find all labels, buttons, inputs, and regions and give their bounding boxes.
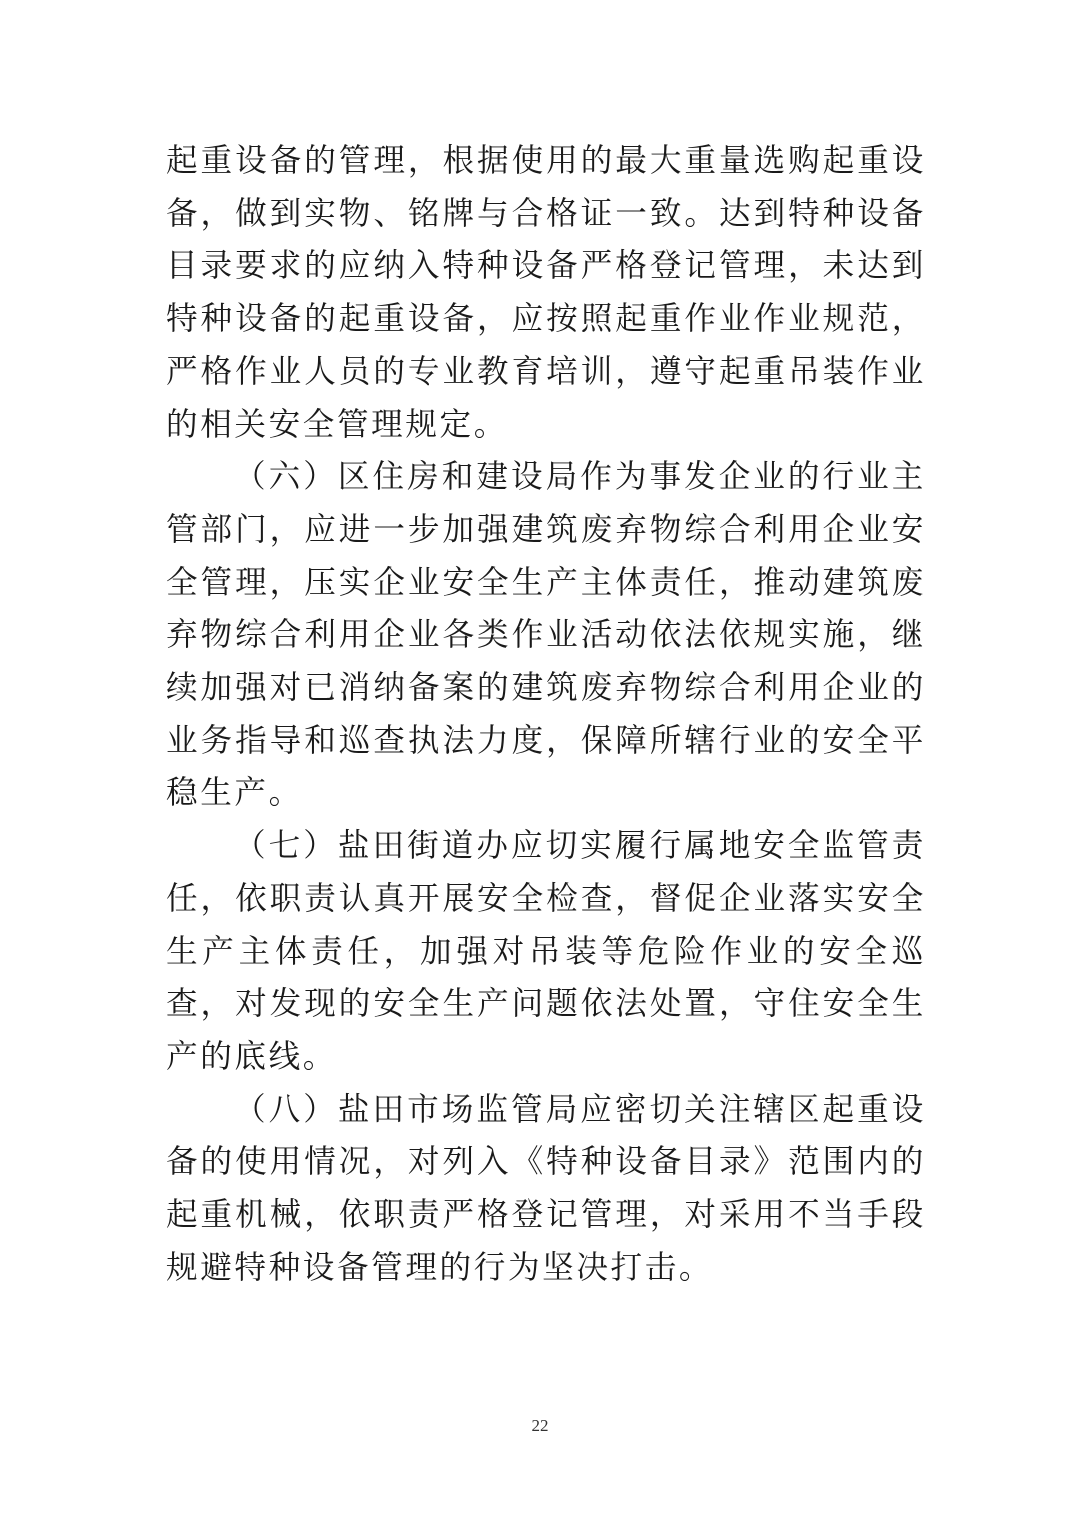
paragraph-continued: 起重设备的管理，根据使用的最大重量选购起重设备，做到实物、铭牌与合格证一致。达到特种设备目录要求的应纳入特种设备严格登记管理，未达到特种设备的起重设备，应按照起重作业作业规范，严格作业人员的专业教育培训，遵守起重吊装作业的相关安全管理规定。: [166, 143, 926, 443]
document-body: [166, 135, 926, 1294]
page-number: 22: [531, 1416, 549, 1435]
paragraph-item-6: （六）区住房和建设局作为事发企业的行业主管部门，应进一步加强建筑废弃物综合利用企业安全管理，压实企业安全生产主体责任，推动建筑废弃物综合利用企业各类作业活动依法依规实施，继续加强对已消纳备案的建筑废弃物综合利用企业的业务指导和巡查执法力度，保障所辖行业的安全平稳生产。: [166, 459, 926, 812]
paragraph-item-8: （八）盐田市场监管局应密切关注辖区起重设备的使用情况，对列入《特种设备目录》范围内的起重机械，依职责严格登记管理，对采用不当手段规避特种设备管理的行为坚决打击。: [166, 1091, 926, 1286]
paragraph-item-7: （七）盐田街道办应切实履行属地安全监管责任，依职责认真开展安全检查，督促企业落实安全生产主体责任，加强对吊装等危险作业的安全巡查，对发现的安全生产问题依法处置，守住安全生产的底线。: [166, 828, 926, 1075]
